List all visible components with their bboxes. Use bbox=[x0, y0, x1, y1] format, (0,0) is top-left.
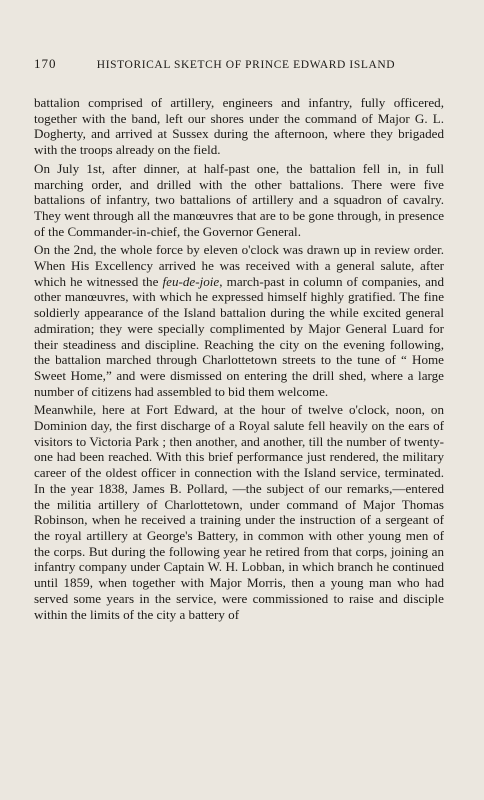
paragraph-july-first: On July 1st, after dinner, at half-past one, the battalion fell in, in full marching order, and drilled with the other battalions. There were five battalions of infantry, two battalions of artillery and a squadron of cavalry. They went through all the manœuvres that are to be gone through, in presence of the Commander-in-chief, the Governor General. bbox=[34, 160, 444, 239]
body-text bbox=[34, 95, 444, 622]
paragraph-text: , march-past in column of companies, and other manœuvres, with which he expressed himself highly gratified. The fine soldierly appearance of the Island battalion during the while excited general admiration; they were specially complimented by Major General Luard for their steadiness and discipline. Reaching the city on the evening following, the battalion marched through Charlottetown streets to the tune of “ Home Sweet Home,” and were dismissed on entering the drill shed, where a large number of citizens had assembled to bid them welcome. bbox=[34, 273, 444, 399]
running-head bbox=[34, 56, 444, 72]
running-title: HISTORICAL SKETCH OF PRINCE EDWARD ISLAND bbox=[96, 59, 396, 71]
paragraph-second-review bbox=[34, 242, 444, 399]
paragraph-fort-edward: Meanwhile, here at Fort Edward, at the hour of twelve o'clock, noon, on Dominion day, the first discharge of a Royal salute fell heavily on the ears of visitors to Victoria Park ; then another, and another, till the number of twenty-one had been reached. With this brief performance just rendered, the military career of the oldest officer in connection with the Island service, terminated. In the year 1838, James B. Pollard, —the subject of our remarks,—entered the militia artillery of Charlottetown, under command of Major Thomas Robinson, when he received a training under the instruction of a sergeant of the royal artillery at George's Battery, in common with other young men of the corps. But during the following year he retired from that corps, joining an infantry company under Captain W. H. Lobban, in which branch he continued until 1859, when together with Major Morris, then a young man who had served some years in the service, were commissioned to raise and disciple within the limits of the city a battery of bbox=[34, 402, 444, 622]
page-number: 170 bbox=[34, 56, 57, 71]
paragraph-text: On the 2nd, the whole force by eleven o'clock was drawn up in review order. When His Excellency arrived he was received with a general salute, after which he witnessed the bbox=[34, 242, 444, 289]
paragraph-continued: battalion comprised of artillery, engineers and infantry, fully officered, together with the band, left our shores under the command of Major G. L. Dogherty, and arrived at Sussex during the afternoon, where they brigaded with the troops already on the field. bbox=[34, 95, 444, 158]
italic-term: feu-de-joie bbox=[162, 273, 220, 289]
